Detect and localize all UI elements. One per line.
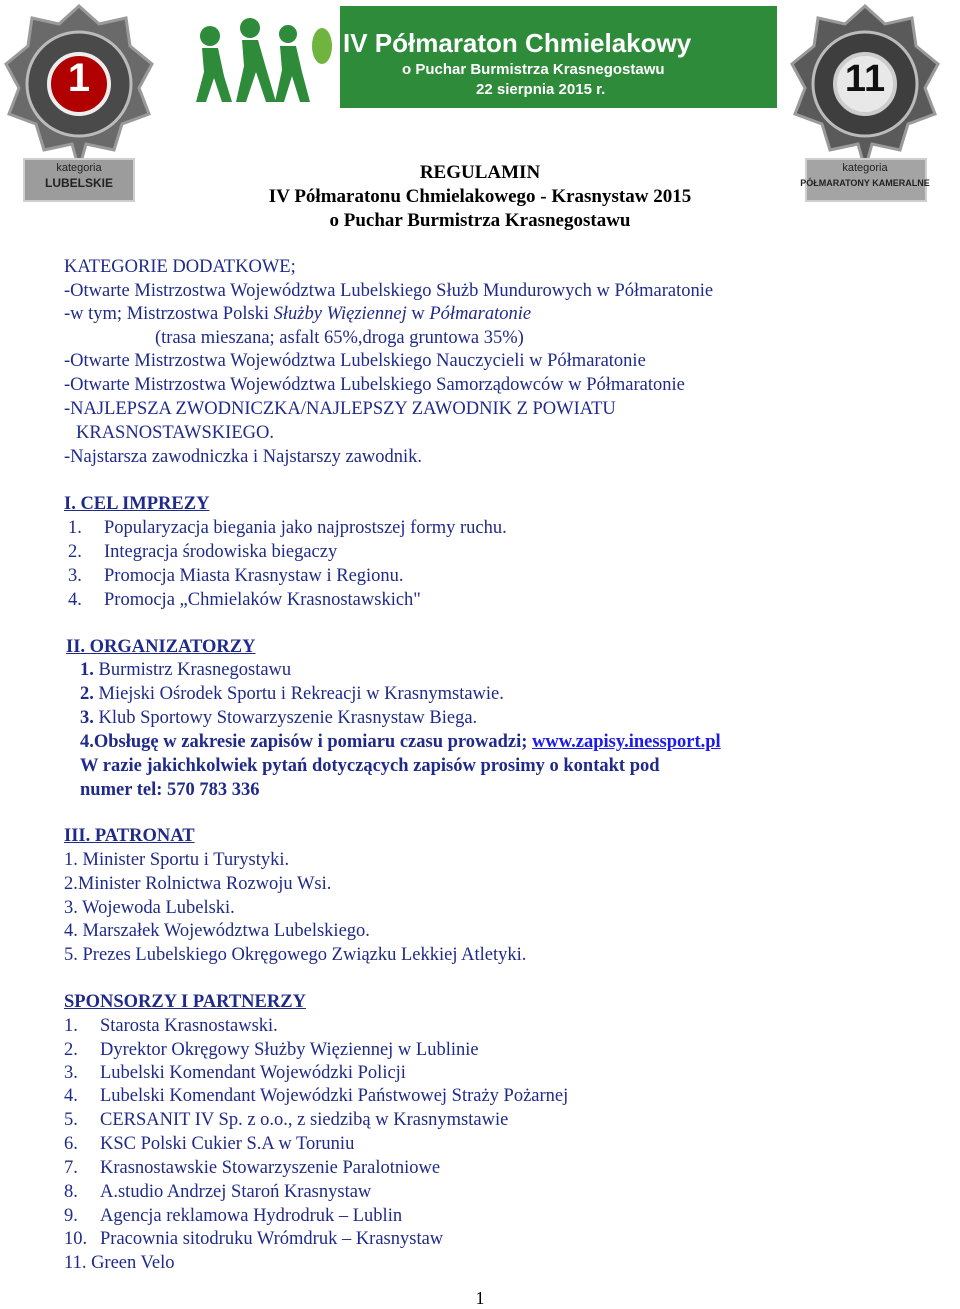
- category-item: -NAJLEPSZA ZWODNICZKA/NAJLEPSZY ZAWODNIK Z POWIATU: [64, 399, 616, 419]
- section-heading-cel: I. CEL IMPREZY: [64, 494, 210, 514]
- list-item: 3. Promocja Miasta Krasnystaw i Regionu.: [68, 566, 404, 586]
- list-item: 2. Integracja środowiska biegaczy: [68, 542, 338, 562]
- list-item: 4. Lubelski Komendant Wojewódzki Państwowej Straży Pożarnej: [64, 1086, 569, 1106]
- doc-title-line2: IV Półmaratonu Chmielakowego - Krasnystaw 2015: [268, 186, 692, 207]
- banner-date: 22 sierpnia 2015 r.: [476, 81, 606, 98]
- list-item: 3. Klub Sportowy Stowarzyszenie Krasnystaw Biega.: [80, 708, 478, 728]
- list-item: 10. Pracownia sitodruku Wrómdruk – Krasnystaw: [64, 1229, 444, 1249]
- list-item: 11. Green Velo: [64, 1253, 175, 1273]
- category-item: -Otwarte Mistrzostwa Województwa Lubelskiego Samorządowców w Półmaratonie: [64, 375, 685, 395]
- category-note: (trasa mieszana; asfalt 65%,droga gruntowa 35%): [155, 328, 524, 348]
- doc-title-line3: o Puchar Burmistrza Krasnegostawu: [329, 210, 631, 231]
- list-item: 7. Krasnostawskie Stowarzyszenie Paralotniowe: [64, 1158, 441, 1178]
- banner-subtitle: o Puchar Burmistrza Krasnegostawu: [402, 61, 665, 78]
- badge-number: 1: [67, 56, 91, 100]
- runners-logo: [180, 6, 340, 108]
- categories-heading: KATEGORIE DODATKOWE;: [64, 257, 296, 277]
- list-item: 8. A.studio Andrzej Staroń Krasnystaw: [64, 1182, 372, 1202]
- badge-number: 11: [844, 58, 886, 100]
- contact-note: W razie jakichkolwiek pytań dotyczących zapisów prosimy o kontakt pod: [80, 756, 660, 776]
- section-heading-sponsorzy: SPONSORZY I PARTNERZY: [64, 992, 306, 1012]
- banner-title: IV Półmaraton Chmielakowy: [343, 28, 692, 58]
- category-item: -w tym; Mistrzostwa Polski Służby Więziennej w Półmaratonie: [64, 304, 532, 324]
- category-item-cont: KRASNOSTAWSKIEGO.: [76, 423, 274, 443]
- list-item: 4.Obsługę w zakresie zapisów i pomiaru czasu prowadzi; www.zapisy.inessport.pl: [80, 732, 721, 752]
- category-item: -Otwarte Mistrzostwa Województwa Lubelskiego Służb Mundurowych w Półmaratonie: [64, 281, 714, 301]
- list-item: 9. Agencja reklamowa Hydrodruk – Lublin: [64, 1206, 403, 1226]
- badge-category: PÓŁMARATONY KAMERALNE: [800, 178, 930, 188]
- list-item: 3. Lubelski Komendant Wojewódzki Policji: [64, 1063, 406, 1083]
- list-item: 2. Dyrektor Okręgowy Służby Więziennej w Lublinie: [64, 1040, 479, 1060]
- list-item: 5. CERSANIT IV Sp. z o.o., z siedzibą w Krasnymstawie: [64, 1110, 509, 1130]
- list-item: 1. Popularyzacja biegania jako najprostszej formy ruchu.: [68, 518, 507, 538]
- runners-icon: [180, 6, 340, 108]
- list-item: 3. Wojewoda Lubelski.: [64, 898, 235, 918]
- list-item: 2. Miejski Ośrodek Sportu i Rekreacji w Krasnymstawie.: [80, 684, 504, 704]
- registration-link[interactable]: www.zapisy.inessport.pl: [532, 732, 721, 752]
- section-heading-organizatorzy: II. ORGANIZATORZY: [66, 637, 256, 657]
- category-item: -Najstarsza zawodniczka i Najstarszy zawodnik.: [64, 447, 423, 467]
- list-item: 1. Burmistrz Krasnegostawu: [80, 660, 292, 680]
- category-item: -Otwarte Mistrzostwa Województwa Lubelskiego Nauczycieli w Półmaratonie: [64, 351, 646, 371]
- list-item: 5. Prezes Lubelskiego Okręgowego Związku Lekkiej Atletyki.: [64, 945, 527, 965]
- list-item: 2.Minister Rolnictwa Rozwoju Wsi.: [64, 874, 332, 894]
- event-banner: [180, 6, 777, 108]
- list-item: 6. KSC Polski Cukier S.A w Toruniu: [64, 1134, 355, 1154]
- page-number: 1: [475, 1288, 485, 1308]
- list-item: 1. Starosta Krasnostawski.: [64, 1016, 278, 1036]
- section-heading-patronat: III. PATRONAT: [64, 826, 195, 846]
- badge-label: kategoria: [842, 162, 888, 174]
- doc-title: REGULAMIN: [419, 162, 541, 183]
- badge-label: kategoria: [56, 162, 102, 174]
- list-item: 4. Promocja „Chmielaków Krasnostawskich": [68, 590, 421, 610]
- badge-category: LUBELSKIE: [44, 176, 113, 190]
- list-item: 1. Minister Sportu i Turystyki.: [64, 850, 290, 870]
- contact-phone: numer tel: 570 783 336: [80, 780, 260, 800]
- list-item: 4. Marszałek Województwa Lubelskiego.: [64, 921, 370, 941]
